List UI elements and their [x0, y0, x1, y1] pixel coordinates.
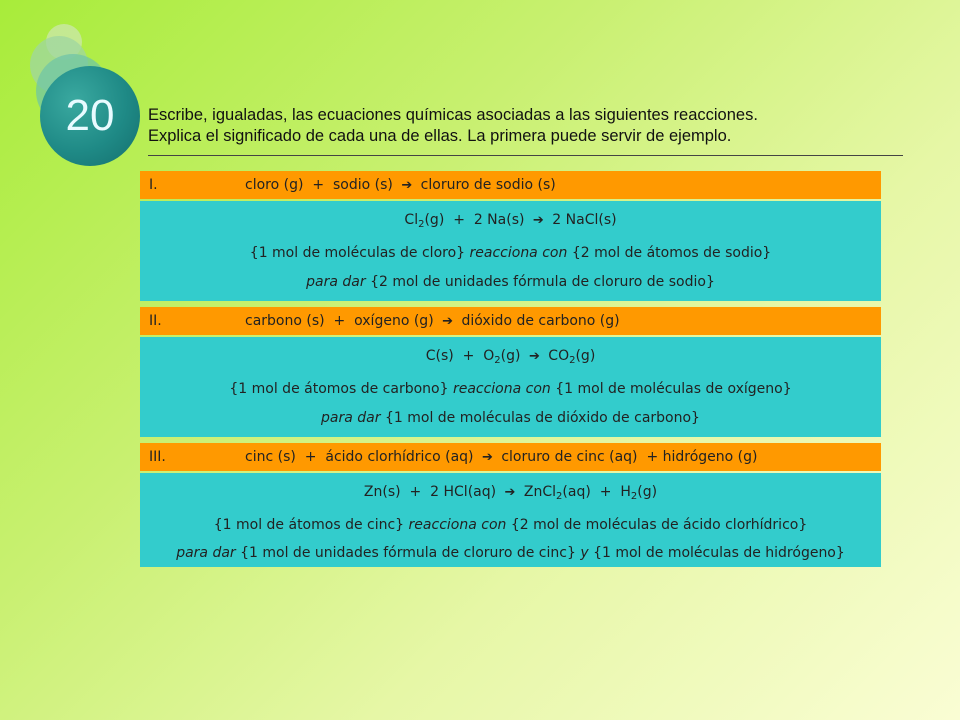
explanation-panel: [140, 337, 881, 437]
reaction-block-2: [140, 307, 881, 437]
formula-zn: Zn(s): [363, 484, 401, 500]
subscript: 2: [569, 355, 576, 366]
word-equation: [245, 177, 556, 193]
subscript: 2: [418, 219, 425, 230]
state: (g): [637, 484, 658, 500]
explanation-panel: [140, 201, 881, 301]
meaning-verb: reacciona con: [469, 245, 568, 261]
formula-h2: H: [620, 484, 631, 500]
meaning-verb: reacciona con: [452, 381, 551, 397]
reactant-1: carbono (s): [245, 313, 325, 329]
meaning-product: {1 mol de moléculas de dióxido de carbono}: [384, 410, 700, 426]
arrow-icon: ➔: [481, 450, 493, 465]
plus-sign: +: [333, 313, 346, 329]
meaning-line-1: [140, 511, 881, 540]
reactant-2: oxígeno (g): [354, 313, 434, 329]
meaning-line-2: [140, 540, 881, 563]
plus-sign: +: [646, 449, 659, 465]
word-equation-bar: [140, 307, 881, 335]
meaning-para-dar: para dar: [306, 274, 366, 290]
instructions-line-2: Explica el significado de cada una de ellas. La primera puede servir de ejemplo.: [148, 127, 732, 145]
meaning-reactant-1: {1 mol de átomos de cinc}: [213, 517, 405, 533]
formula-na: 2 Na(s): [473, 212, 525, 228]
explanation-panel: [140, 473, 881, 567]
formula-o2: O: [483, 348, 495, 364]
formula-c: C(s): [425, 348, 454, 364]
arrow-icon: ➔: [504, 485, 516, 500]
arrow-icon: ➔: [532, 213, 544, 228]
word-equation: [245, 313, 620, 329]
arrow-icon: ➔: [401, 178, 413, 193]
meaning-line-2: [140, 268, 881, 297]
reactant-1: cinc (s): [245, 449, 296, 465]
plus-sign: +: [312, 177, 325, 193]
instructions-line-1: Escribe, igualadas, las ecuaciones químicas asociadas a las siguientes reacciones.: [148, 106, 758, 124]
state: (g): [424, 212, 445, 228]
state: (aq): [562, 484, 591, 500]
word-equation: [245, 449, 758, 465]
meaning-para-dar: para dar: [176, 545, 236, 561]
meaning-product: {2 mol de unidades fórmula de cloruro de sodio}: [370, 274, 715, 290]
chemical-equation: [140, 206, 881, 239]
formula-cl: Cl: [404, 212, 419, 228]
plus-sign: +: [304, 449, 317, 465]
product-1: cloruro de sodio (s): [420, 177, 556, 193]
reactant-2: sodio (s): [332, 177, 393, 193]
meaning-reactant-1: {1 mol de átomos de carbono}: [229, 381, 449, 397]
chemical-equation: [140, 478, 881, 511]
plus-sign: +: [599, 484, 612, 500]
meaning-conjunction: y: [580, 545, 589, 561]
meaning-line-1: [140, 375, 881, 404]
instructions: [148, 105, 903, 147]
product-2: hidrógeno (g): [662, 449, 758, 465]
reactant-1: cloro (g): [245, 177, 304, 193]
arrow-icon: ➔: [442, 314, 454, 329]
meaning-para-dar: para dar: [321, 410, 381, 426]
reaction-block-1: [140, 171, 881, 301]
meaning-verb: reacciona con: [408, 517, 507, 533]
arrow-icon: ➔: [528, 349, 540, 364]
plus-sign: +: [409, 484, 422, 500]
meaning-line-2: [140, 404, 881, 433]
header-divider: [148, 155, 903, 156]
meaning-product-1: {1 mol de unidades fórmula de cloruro de cinc}: [240, 545, 576, 561]
subscript: 2: [630, 491, 638, 502]
plus-sign: +: [462, 348, 475, 364]
meaning-reactant-2: {2 mol de moléculas de ácido clorhídrico}: [510, 517, 808, 533]
state: (g): [500, 348, 521, 364]
formula-hcl: 2 HCl(aq): [430, 484, 497, 500]
reaction-block-3: [140, 443, 881, 567]
reaction-numeral: III.: [149, 449, 166, 465]
plus-sign: +: [453, 212, 465, 228]
formula-zncl2: ZnCl: [523, 484, 557, 500]
chemical-equation: [140, 342, 881, 375]
reaction-numeral: II.: [149, 313, 162, 329]
meaning-line-1: [140, 239, 881, 268]
meaning-reactant-2: {1 mol de moléculas de oxígeno}: [555, 381, 792, 397]
product-1: cloruro de cinc (aq): [501, 449, 638, 465]
state: (g): [575, 348, 596, 364]
problem-number-badge: [40, 66, 140, 166]
meaning-reactant-2: {2 mol de átomos de sodio}: [571, 245, 772, 261]
meaning-reactant-1: {1 mol de moléculas de cloro}: [249, 245, 466, 261]
problem-number: 20: [65, 91, 115, 140]
subscript: 2: [494, 355, 501, 366]
subscript: 2: [556, 491, 563, 502]
reaction-numeral: I.: [149, 177, 158, 193]
meaning-product-2: {1 mol de moléculas de hidrógeno}: [593, 545, 845, 561]
word-equation-bar: [140, 171, 881, 199]
formula-co2: CO: [548, 348, 570, 364]
formula-nacl: 2 NaCl(s): [552, 212, 617, 228]
reactant-2: ácido clorhídrico (aq): [325, 449, 474, 465]
product-1: dióxido de carbono (g): [461, 313, 620, 329]
word-equation-bar: [140, 443, 881, 471]
